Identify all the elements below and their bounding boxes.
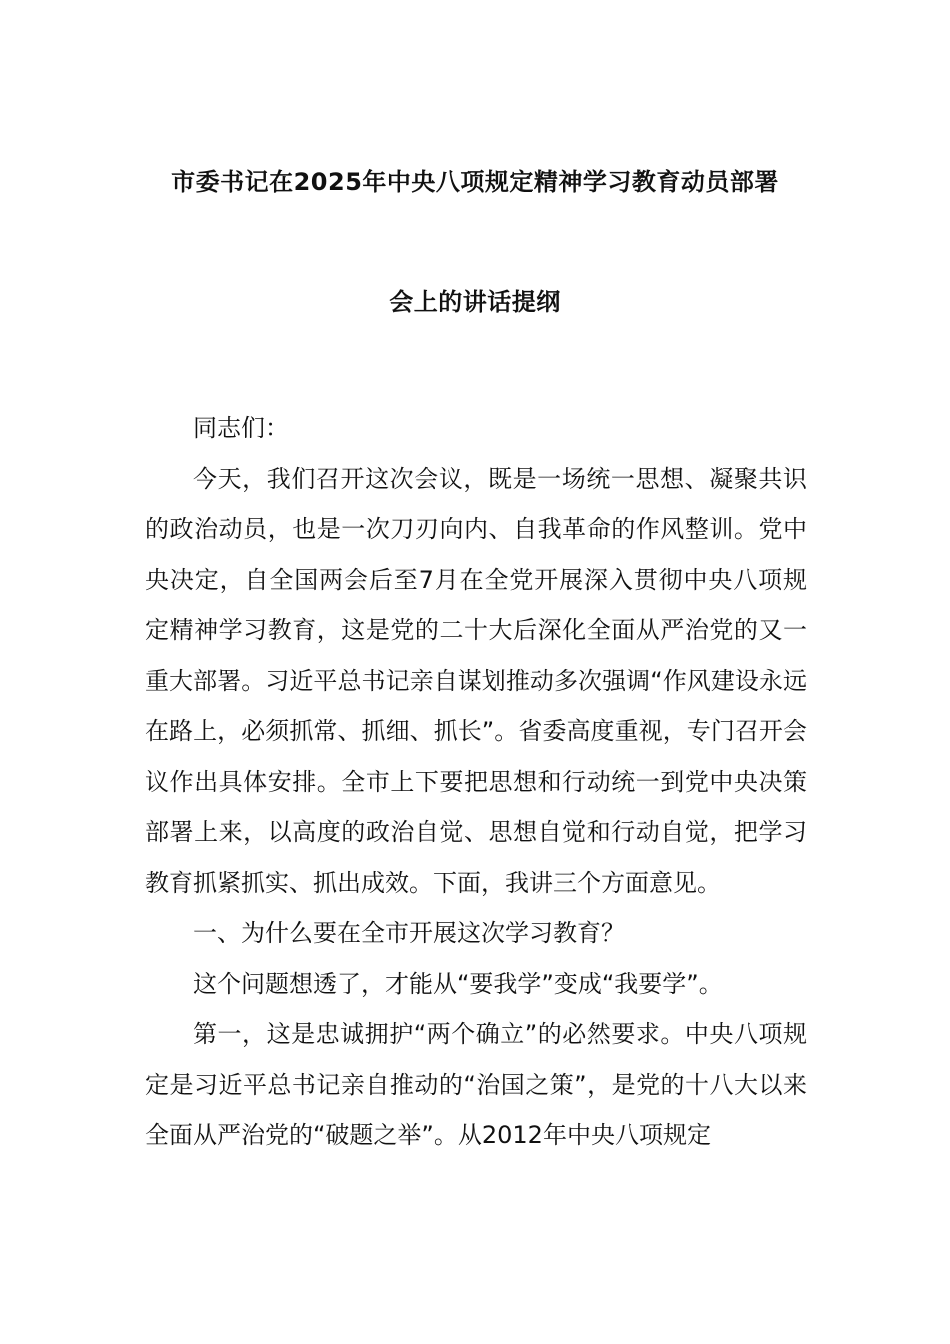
section-heading-1: 一、为什么要在全市开展这次学习教育？ (193, 919, 625, 947)
salutation-paragraph: 同志们： (193, 414, 289, 442)
intro-paragraph: 今天，我们召开这次会议，既是一场统一思想、凝聚共识的政治动员，也是一次刀刃向内、自我革命的作风整训。党中央决定，自全国两会后至7月在全党开展深入贯彻中央八项规定精神学习教育，这是党的二十大后深化全面从严治党的又一重大部署。习近平总书记亲自谋划推动多次强调“作风建设永远在路上，必须抓常、抓细、抓长”。省委高度重视，专门召开会议作出具体安排。全市上下要把思想和行动统一到党中央决策部署上来，以高度的政治自觉、思想自觉和行动自觉，把学习教育抓紧抓实、抓出成效。下面，我讲三个方面意见。 (145, 464, 807, 897)
document-title-line-2: 会上的讲话提纲 (389, 288, 561, 316)
body-paragraph: 第一，这是忠诚拥护“两个确立”的必然要求。中央八项规定是习近平总书记亲自推动的“治国之策”，是党的十八大以来全面从严治党的“破题之举”。从2012年中央八项规定 (145, 1020, 807, 1149)
document-title-line-1: 市委书记在2025年中央八项规定精神学习教育动员部署 (171, 168, 779, 196)
document-body (145, 403, 807, 1161)
body-paragraph: 这个问题想透了，才能从“要我学”变成“我要学”。 (193, 969, 723, 998)
